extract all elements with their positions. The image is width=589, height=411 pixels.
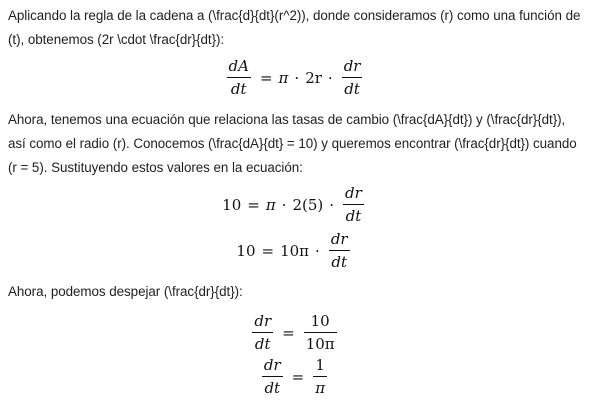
- numerator: dr: [330, 230, 348, 248]
- dot-operator: ·: [281, 195, 287, 214]
- denominator: dt: [345, 207, 362, 225]
- fraction-dr-dt: [342, 57, 363, 98]
- numerator: dr: [345, 184, 362, 202]
- fraction-1-over-pi: [313, 356, 327, 397]
- fraction-bar: [252, 332, 273, 333]
- value-10: 10: [236, 241, 256, 260]
- fraction-dr-dt: [252, 312, 273, 353]
- fraction-bar: [227, 77, 251, 78]
- denominator: dt: [331, 253, 348, 271]
- paragraph-chain-rule: Aplicando la regla de la cadena a (\frac{d}{dt}(r^2)), donde consideramos (r) como una función de (t), obtenemos (2r \cdot \frac{dr}{dt}):: [8, 8, 581, 47]
- equals-sign: =: [291, 367, 305, 386]
- denominator: dt: [254, 335, 271, 353]
- term-2-5: 2(5): [292, 195, 324, 214]
- term-10pi: 10π: [280, 241, 310, 260]
- fraction-10-over-10pi: [304, 312, 337, 353]
- fraction-bar: [304, 332, 337, 333]
- pi-symbol: π: [265, 195, 276, 214]
- numerator: 10: [310, 312, 330, 330]
- denominator: dt: [344, 80, 360, 98]
- numerator: dr: [343, 57, 361, 75]
- equals-sign: =: [261, 241, 275, 260]
- numerator: 1: [315, 356, 325, 374]
- equation-dA-dt: [0, 57, 589, 98]
- equation-result: [0, 356, 589, 397]
- numerator: dr: [254, 312, 272, 330]
- fraction-dA-dt: [227, 57, 251, 98]
- denominator: 10π: [305, 335, 335, 353]
- dot-operator: ·: [315, 241, 320, 260]
- fraction-bar: [343, 204, 364, 205]
- value-10: 10: [222, 195, 242, 214]
- equals-sign: =: [282, 323, 295, 342]
- fraction-dr-dt: [343, 184, 364, 225]
- dot-operator: ·: [294, 68, 300, 87]
- pi-symbol: π: [278, 68, 289, 87]
- denominator: π: [315, 379, 326, 397]
- equals-sign: =: [259, 68, 273, 87]
- equation-simplified: [0, 230, 589, 271]
- fraction-bar: [262, 376, 283, 377]
- numerator: dA: [228, 57, 249, 75]
- paragraph-solve: Ahora, podemos despejar (\frac{dr}{dt}):: [8, 284, 243, 299]
- fraction-bar: [313, 376, 327, 377]
- denominator: dt: [264, 379, 281, 397]
- equation-isolate: [0, 312, 589, 353]
- paragraph-rates: Ahora, tenemos una ecuación que relaciona las tasas de cambio (\frac{dA}{dt}) y (\frac{dr}{dt}), así como el radio (r). Conocemos (\frac{dA}{dt} = 10) y queremos encontrar (\frac{dr}{dt}) cuando (r = 5). Sustituyendo estos valores en la ecuación:: [8, 112, 577, 175]
- equation-substitution: [0, 184, 589, 225]
- fraction-dr-dt: [262, 356, 283, 397]
- fraction-bar: [342, 77, 363, 78]
- dot-operator: ·: [327, 68, 333, 87]
- numerator: dr: [263, 356, 281, 374]
- fraction-dr-dt: [329, 230, 350, 271]
- dot-operator: ·: [329, 195, 335, 214]
- fraction-bar: [329, 250, 350, 251]
- denominator: dt: [230, 80, 247, 98]
- term-2r: 2r: [305, 68, 322, 87]
- equals-sign: =: [247, 195, 260, 214]
